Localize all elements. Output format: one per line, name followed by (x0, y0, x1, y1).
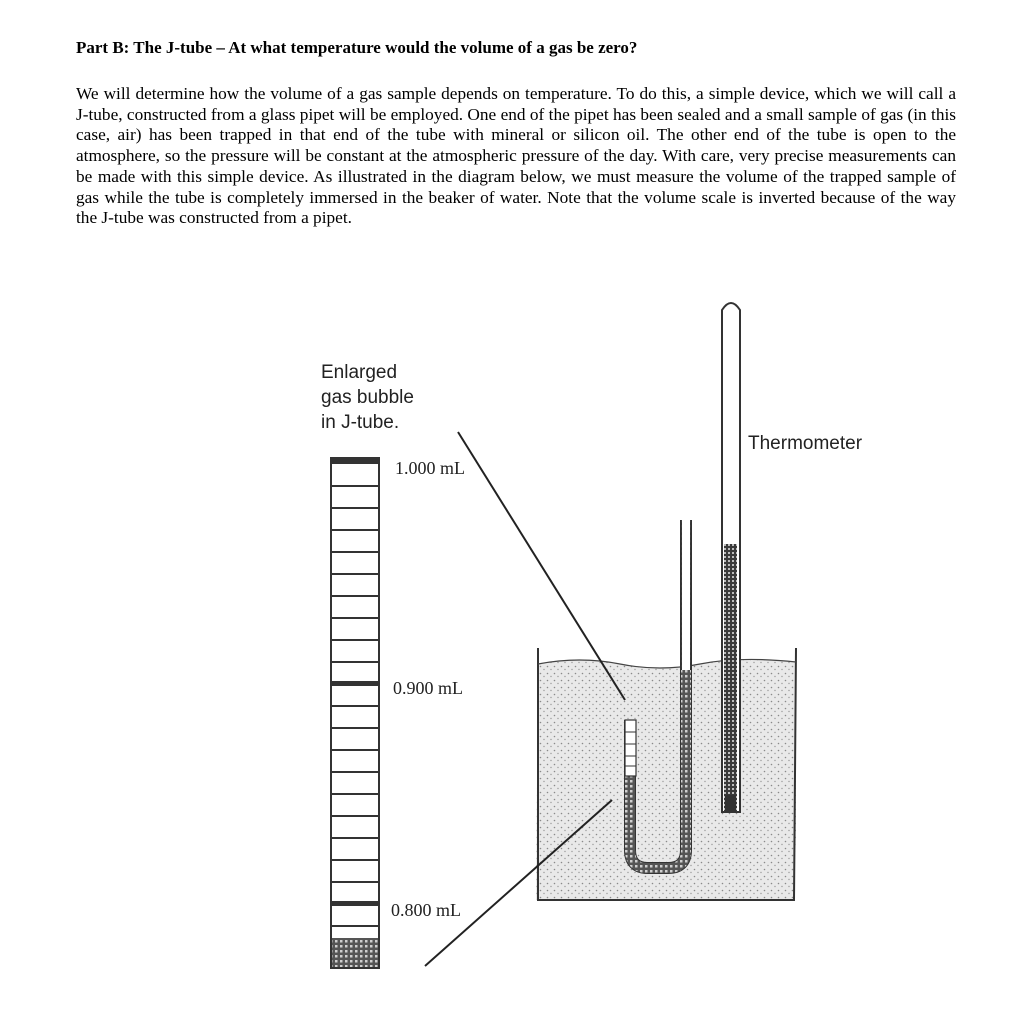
oil-plug (332, 938, 378, 967)
scale-ticks (331, 486, 379, 926)
enlarged-label-line-2: gas bubble (321, 387, 414, 408)
enlarged-bubble-label (321, 362, 419, 433)
thermometer-column (724, 544, 737, 812)
scale-label-0900: 0.900 mL (393, 678, 463, 698)
pointer-line-upper (458, 432, 625, 700)
scale-label-0800: 0.800 mL (391, 900, 461, 920)
trapped-gas (625, 720, 636, 776)
section-heading: Part B: The J-tube – At what temperature would the volume of a gas be zero? (76, 38, 638, 57)
scale-label-1000: 1.000 mL (395, 458, 465, 478)
enlarged-label-line-1: Enlarged (321, 362, 398, 383)
intro-paragraph: We will determine how the volume of a gas sample depends on temperature. To do this, a simple device, which we will call a J-tube, constructed from a glass pipet will be employed. One end of the pipet has been sealed and a small sample of gas (in this case, air) has been trapped in that end of the tube with mineral or silicon oil. The other end of the tube is open to the atmosphere, so the pressure will be constant at the atmospheric pressure of the day. With care, very precise measurements can be made with this simple device. As illustrated in the diagram below, we must measure the volume of the trapped sample of gas while the tube is completely immersed in the beaker of water. Note that the volume scale is inverted because of the way the J-tube was constructed from a pipet. (76, 84, 956, 228)
enlarged-scale-tube (331, 458, 379, 968)
thermometer-label: Thermometer (748, 433, 863, 454)
enlarged-label-line-3: in J-tube. (321, 412, 400, 433)
thermometer (722, 303, 740, 813)
